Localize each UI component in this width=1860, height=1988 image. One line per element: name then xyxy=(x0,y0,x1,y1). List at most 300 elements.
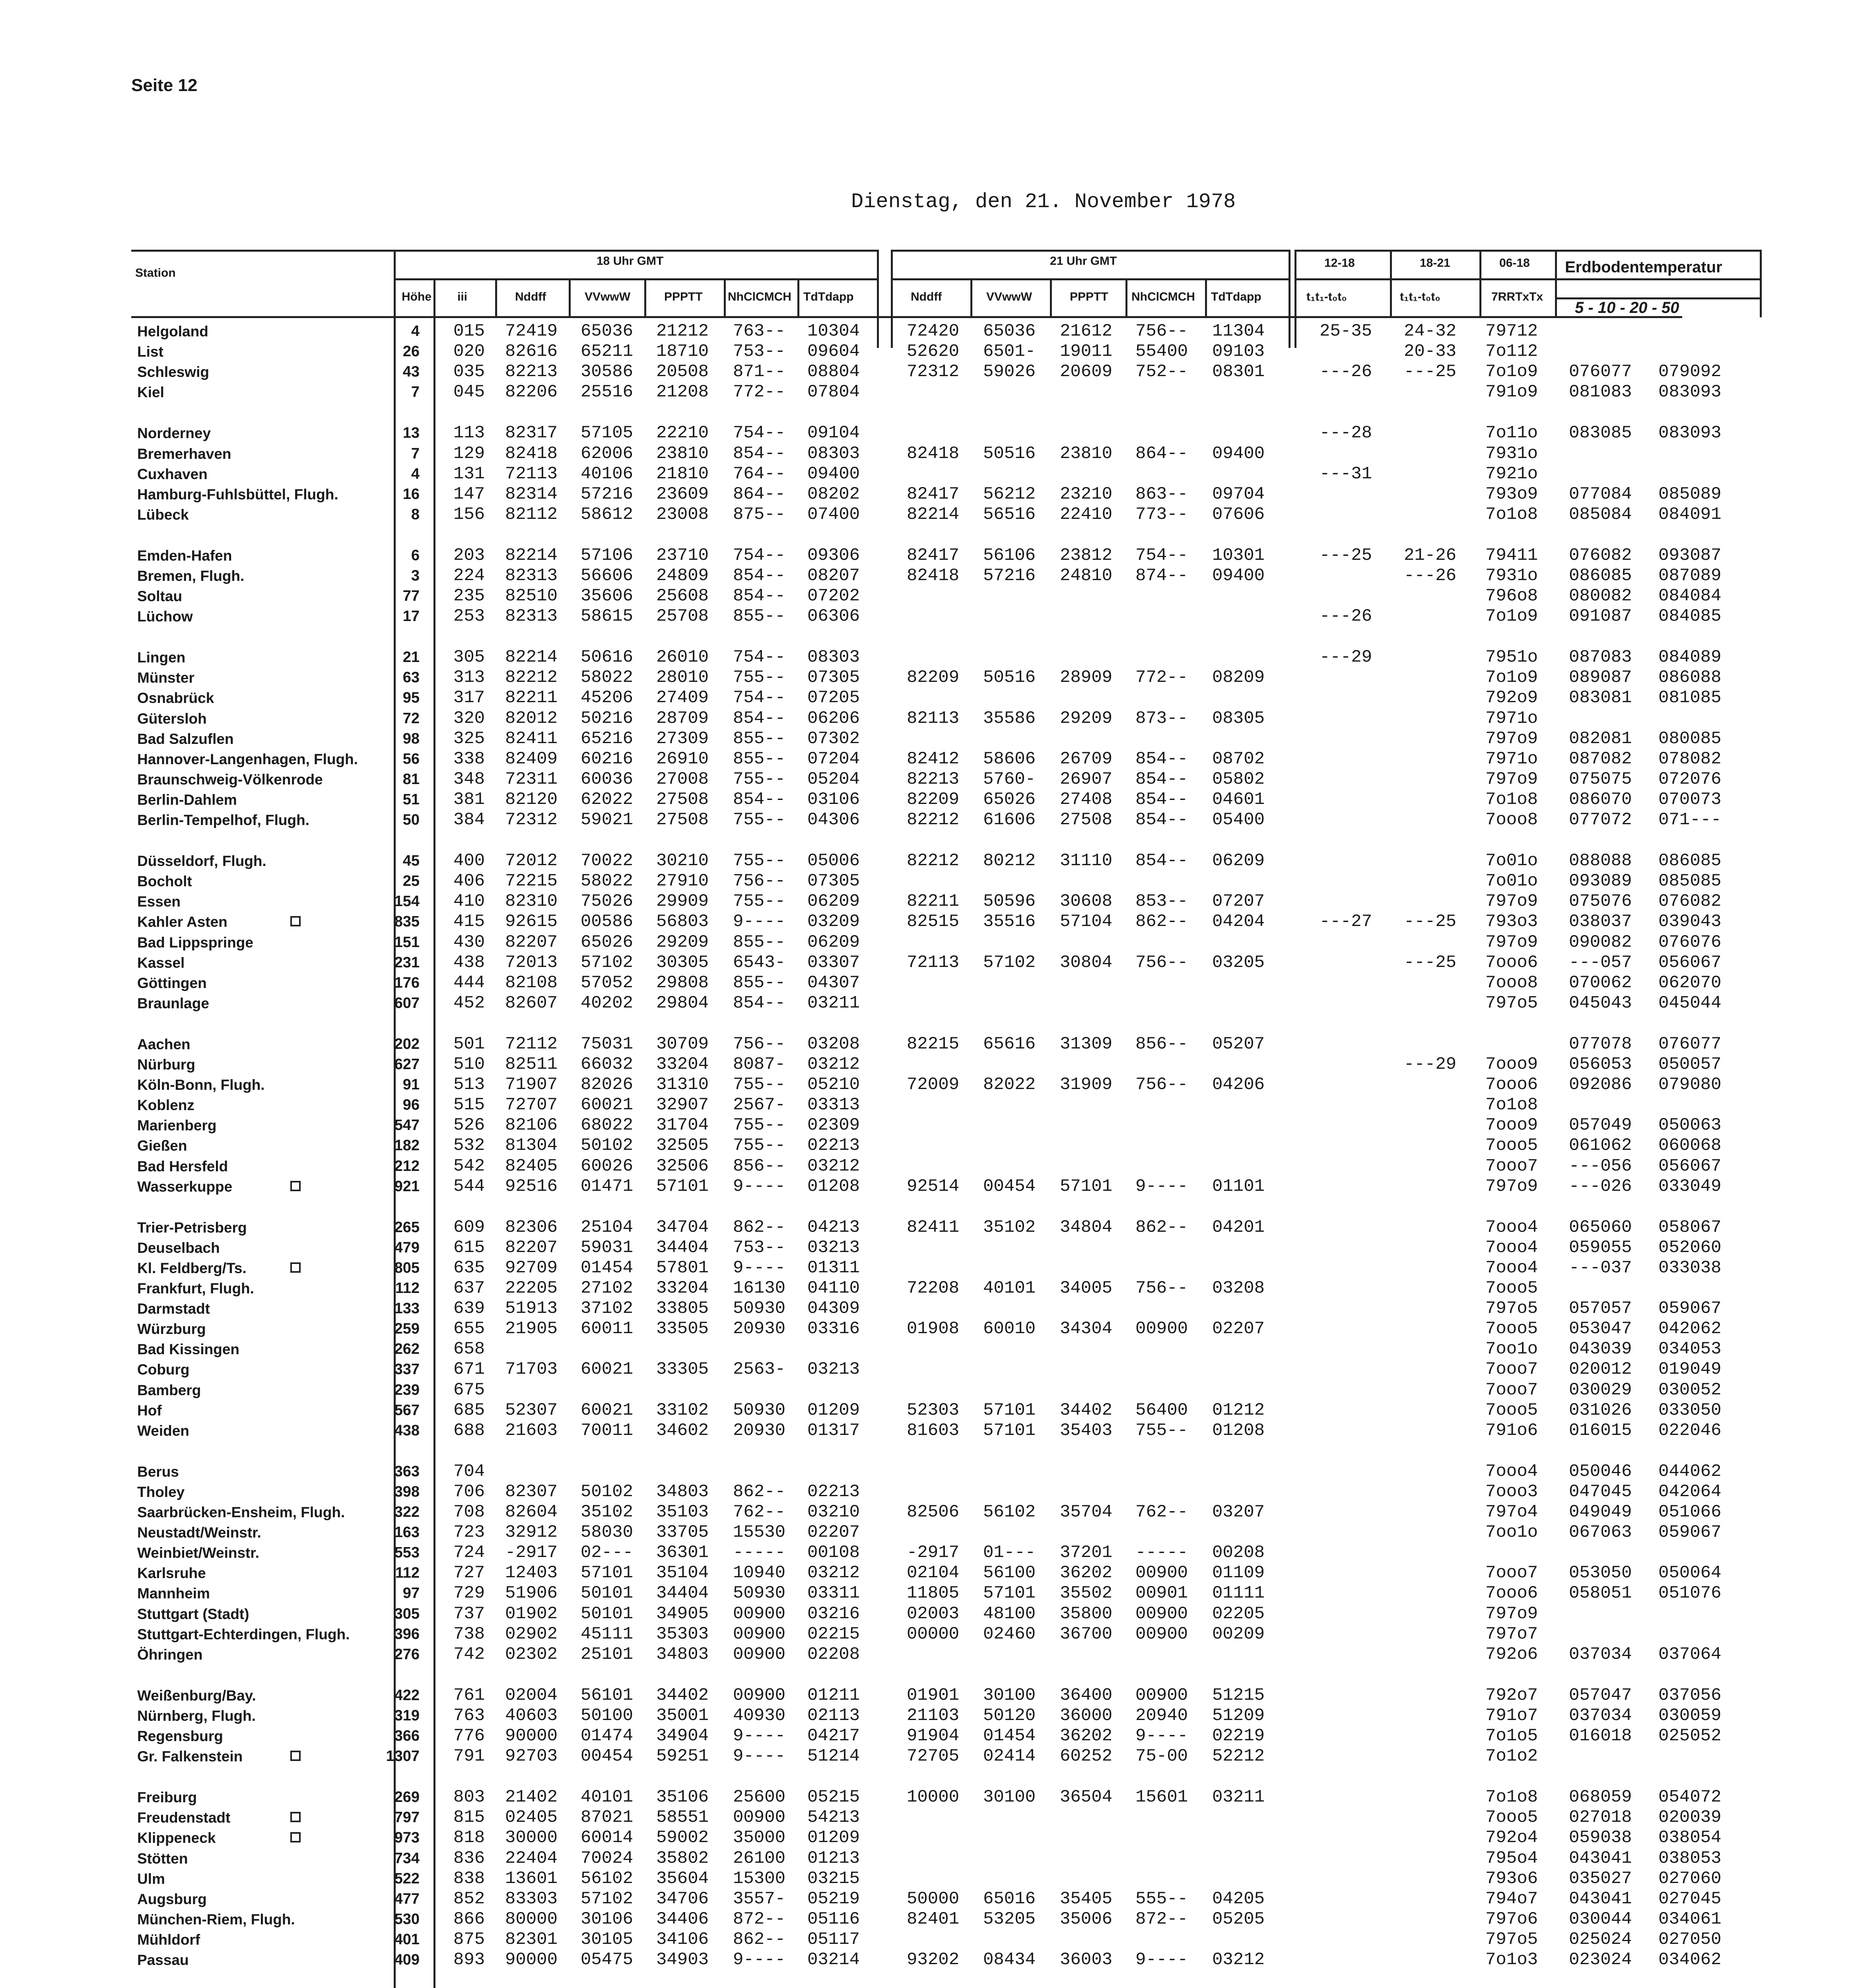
header-rule-v12 xyxy=(1125,278,1127,317)
obs-18-2: 50101 xyxy=(581,1583,634,1603)
table-row xyxy=(0,1115,1860,1136)
table-row xyxy=(0,912,1860,932)
obs-21-5: 07207 xyxy=(1212,891,1265,911)
obs-18-2: 60216 xyxy=(581,749,634,769)
group-06-18: 7971o xyxy=(1485,709,1538,728)
obs-18-2: 50616 xyxy=(581,647,634,667)
open-square-icon xyxy=(290,1181,301,1191)
header-rule-v9 xyxy=(891,250,893,317)
station-number: 320 xyxy=(453,709,485,728)
obs-21-2: 35516 xyxy=(983,912,1036,932)
obs-18-4: 854-- xyxy=(733,790,786,810)
obs-21-4: 752-- xyxy=(1135,362,1188,382)
group-06-18: 797o9 xyxy=(1485,729,1538,749)
obs-21-2: 48100 xyxy=(983,1604,1036,1624)
obs-18-5: 02113 xyxy=(807,1706,860,1726)
soil-temp-b: 083093 xyxy=(1658,423,1722,443)
soil-temp-b: 080085 xyxy=(1658,729,1722,749)
obs-21-1: 82113 xyxy=(907,709,960,728)
obs-18-3: 28709 xyxy=(656,709,709,728)
obs-18-1: 82405 xyxy=(505,1156,558,1176)
obs-18-2: 50100 xyxy=(581,1706,634,1726)
station-number: 609 xyxy=(453,1217,485,1237)
header-nhclcmch-21: NhClCMCH xyxy=(1131,290,1195,303)
obs-18-3: 29808 xyxy=(656,973,709,993)
group-06-18: 7ooo7 xyxy=(1485,1380,1538,1400)
group-06-18: 7ooo6 xyxy=(1485,953,1538,973)
obs-18-2: 82026 xyxy=(581,1075,634,1095)
station-name: Mühldorf xyxy=(137,1932,200,1948)
obs-21-5: 06209 xyxy=(1212,851,1265,871)
obs-18-5: 08804 xyxy=(807,362,860,382)
extreme-18-21: ---25 xyxy=(1404,362,1457,382)
soil-temp-b: 059067 xyxy=(1658,1522,1722,1542)
obs-21-1: 82417 xyxy=(907,484,960,504)
group-06-18: 793o9 xyxy=(1485,484,1538,504)
obs-21-2: 57101 xyxy=(983,1421,1036,1441)
obs-18-1: 82108 xyxy=(505,973,558,993)
obs-18-3: 34803 xyxy=(656,1482,709,1502)
station-name: Koblenz xyxy=(137,1097,194,1113)
obs-18-3: 33805 xyxy=(656,1299,709,1318)
obs-18-5: 09400 xyxy=(807,464,860,484)
table-row xyxy=(0,1726,1860,1746)
obs-21-1: 52620 xyxy=(907,342,960,361)
obs-18-5: 02309 xyxy=(807,1115,860,1135)
obs-18-5: 06209 xyxy=(807,891,860,911)
obs-18-1: 82510 xyxy=(505,586,558,606)
obs-18-5: 05210 xyxy=(807,1075,860,1095)
station-name: Essen xyxy=(137,893,181,910)
obs-18-4: 855-- xyxy=(733,973,786,993)
table-row xyxy=(0,484,1860,505)
obs-18-2: 30105 xyxy=(581,1930,634,1949)
soil-temp-a: 031026 xyxy=(1569,1400,1632,1420)
obs-18-5: 03106 xyxy=(807,790,860,810)
soil-temp-b: 051076 xyxy=(1658,1583,1722,1603)
obs-18-1: 82604 xyxy=(505,1502,558,1522)
header-rule-v7 xyxy=(797,278,799,317)
extreme-12-18: ---27 xyxy=(1320,912,1372,932)
station-name: Stötten xyxy=(137,1850,188,1867)
obs-21-2: 65026 xyxy=(983,790,1036,810)
page-label: Seite 12 xyxy=(131,76,198,95)
station-name: Hof xyxy=(137,1402,162,1419)
obs-21-5: 03211 xyxy=(1212,1787,1265,1807)
obs-21-2: 56106 xyxy=(983,546,1036,565)
table-row xyxy=(0,505,1860,525)
obs-18-5: 06209 xyxy=(807,932,860,952)
obs-18-3: 23710 xyxy=(656,546,709,565)
group-06-18: 797o5 xyxy=(1485,1930,1538,1949)
station-name: Passau xyxy=(137,1952,189,1968)
header-rule-mid-18 xyxy=(394,278,877,280)
obs-21-5: 03205 xyxy=(1212,953,1265,973)
soil-temp-b: 050057 xyxy=(1658,1054,1722,1074)
obs-18-1: 82310 xyxy=(505,891,558,911)
obs-21-2: 56516 xyxy=(983,505,1036,524)
station-height: 72 xyxy=(402,710,420,727)
obs-18-1: 21905 xyxy=(505,1319,558,1339)
obs-21-2: 02414 xyxy=(983,1746,1036,1766)
header-rule-v15 xyxy=(1294,250,1296,317)
station-name: Kahler Asten xyxy=(137,914,227,930)
obs-21-3: 22410 xyxy=(1060,505,1113,524)
obs-18-5: 05219 xyxy=(807,1889,860,1909)
station-number: 776 xyxy=(453,1726,485,1746)
obs-21-2: 30100 xyxy=(983,1685,1036,1705)
obs-18-1: 21603 xyxy=(505,1421,558,1441)
obs-18-2: 56102 xyxy=(581,1869,634,1889)
obs-21-1: 02003 xyxy=(907,1604,960,1624)
group-06-18: 7ooo4 xyxy=(1485,1258,1538,1278)
group-06-18: 7ooo5 xyxy=(1485,1278,1538,1298)
obs-18-3: 26010 xyxy=(656,647,709,667)
obs-18-4: 2567- xyxy=(733,1095,786,1115)
soil-temp-a: 077078 xyxy=(1569,1034,1632,1054)
obs-18-2: 56606 xyxy=(581,566,634,586)
station-number: 706 xyxy=(453,1482,485,1502)
obs-18-1: 82301 xyxy=(505,1930,558,1949)
station-name: Bad Lippspringe xyxy=(137,934,253,951)
obs-18-5: 02207 xyxy=(807,1522,860,1542)
obs-18-4: 10940 xyxy=(733,1563,786,1583)
obs-21-4: 854-- xyxy=(1135,810,1188,830)
station-number: 542 xyxy=(453,1156,485,1176)
table-row xyxy=(0,851,1860,871)
table-row xyxy=(0,993,1860,1013)
header-rule-v1 xyxy=(394,250,396,317)
station-number: 815 xyxy=(453,1807,485,1827)
soil-temp-b: 083093 xyxy=(1658,382,1722,402)
obs-21-1: 72705 xyxy=(907,1746,960,1766)
obs-21-1: 72009 xyxy=(907,1075,960,1095)
obs-18-5: 03213 xyxy=(807,1238,860,1258)
table-row xyxy=(0,1054,1860,1075)
soil-temp-a: 053047 xyxy=(1569,1319,1632,1339)
station-number: 637 xyxy=(453,1278,485,1298)
obs-18-4: 755-- xyxy=(733,851,786,871)
soil-temp-b: 079080 xyxy=(1658,1075,1722,1095)
station-height: 567 xyxy=(394,1402,420,1419)
obs-21-3: 35704 xyxy=(1060,1502,1113,1522)
station-height: 398 xyxy=(394,1483,420,1500)
obs-18-2: 65216 xyxy=(581,729,634,749)
soil-temp-a: 047045 xyxy=(1569,1482,1632,1502)
obs-21-5: 09400 xyxy=(1212,566,1265,586)
obs-18-2: 00586 xyxy=(581,912,634,932)
soil-temp-b: 030059 xyxy=(1658,1706,1722,1726)
header-rule-v16 xyxy=(1390,250,1392,317)
soil-temp-b: 037056 xyxy=(1658,1685,1722,1705)
obs-18-4: 16130 xyxy=(733,1278,786,1298)
soil-temp-a: 043039 xyxy=(1569,1339,1632,1359)
station-name: Bad Kissingen xyxy=(137,1341,239,1357)
station-number: 203 xyxy=(453,546,485,565)
obs-21-5: 03212 xyxy=(1212,1950,1265,1970)
station-height: 607 xyxy=(394,995,420,1011)
soil-temp-b: 058067 xyxy=(1658,1217,1722,1237)
obs-18-5: 03215 xyxy=(807,1869,860,1889)
obs-21-4: 00901 xyxy=(1135,1583,1188,1603)
obs-18-4: 764-- xyxy=(733,464,786,484)
header-rule-v6 xyxy=(724,278,726,317)
station-name: Göttingen xyxy=(137,975,207,991)
obs-21-2: 56212 xyxy=(983,484,1036,504)
station-number: 544 xyxy=(453,1176,485,1196)
extreme-12-18: ---31 xyxy=(1320,464,1372,484)
soil-temp-a: 027018 xyxy=(1569,1807,1632,1827)
obs-18-3: 34903 xyxy=(656,1950,709,1970)
obs-18-4: 9---- xyxy=(733,1726,786,1746)
table-row xyxy=(0,1869,1860,1889)
obs-18-1: 30000 xyxy=(505,1828,558,1848)
obs-21-4: 75-00 xyxy=(1135,1746,1188,1766)
station-number: 224 xyxy=(453,566,485,586)
obs-18-4: 9---- xyxy=(733,1746,786,1766)
obs-18-4: 754-- xyxy=(733,423,786,443)
station-number: 742 xyxy=(453,1644,485,1664)
obs-21-3: 36202 xyxy=(1060,1563,1113,1583)
obs-18-4: 855-- xyxy=(733,749,786,769)
station-height: 231 xyxy=(394,954,420,971)
obs-18-1: 92615 xyxy=(505,912,558,932)
station-number: 313 xyxy=(453,668,485,687)
soil-temp-b: 084091 xyxy=(1658,505,1722,524)
obs-21-5: 00208 xyxy=(1212,1543,1265,1563)
table-row xyxy=(0,423,1860,443)
obs-18-5: 08303 xyxy=(807,647,860,667)
obs-21-1: 82212 xyxy=(907,810,960,830)
soil-temp-b: 060068 xyxy=(1658,1136,1722,1155)
table-row xyxy=(0,1136,1860,1156)
obs-18-3: 31310 xyxy=(656,1075,709,1095)
obs-18-3: 23008 xyxy=(656,505,709,524)
station-height: 276 xyxy=(394,1646,420,1663)
obs-18-1: 52307 xyxy=(505,1400,558,1420)
obs-18-5: 07804 xyxy=(807,382,860,402)
header-rule-v13 xyxy=(1205,278,1207,317)
station-number: 325 xyxy=(453,729,485,749)
obs-18-5: 05117 xyxy=(807,1930,860,1949)
station-height: 239 xyxy=(394,1382,420,1398)
soil-temp-b: 062070 xyxy=(1658,973,1722,993)
obs-18-2: 50102 xyxy=(581,1136,634,1155)
soil-temp-b: 056067 xyxy=(1658,953,1722,973)
obs-18-4: 755-- xyxy=(733,1115,786,1135)
station-height: 522 xyxy=(394,1870,420,1887)
obs-21-3: 35502 xyxy=(1060,1583,1113,1603)
header-rule-v4 xyxy=(569,278,571,317)
table-row xyxy=(0,1828,1860,1848)
obs-18-2: 60021 xyxy=(581,1400,634,1420)
obs-18-4: 25600 xyxy=(733,1787,786,1807)
obs-18-5: 04307 xyxy=(807,973,860,993)
obs-21-3: 35006 xyxy=(1060,1909,1113,1929)
soil-temp-a: 057057 xyxy=(1569,1299,1632,1318)
station-height: 154 xyxy=(394,893,420,910)
station-name: Mannheim xyxy=(137,1585,210,1602)
extreme-12-18: ---26 xyxy=(1320,362,1372,382)
soil-temp-a: 087082 xyxy=(1569,749,1632,769)
obs-18-1: 72312 xyxy=(505,810,558,830)
group-06-18: 7o01o xyxy=(1485,871,1538,891)
obs-21-3: 36400 xyxy=(1060,1685,1113,1705)
group-06-18: 7ooo6 xyxy=(1485,1583,1538,1603)
station-name: Kassel xyxy=(137,955,185,971)
obs-21-3: 23210 xyxy=(1060,484,1113,504)
obs-21-5: 01109 xyxy=(1212,1563,1265,1583)
obs-21-3: 57104 xyxy=(1060,912,1113,932)
obs-21-3: 26709 xyxy=(1060,749,1113,769)
header-rule-v10 xyxy=(970,278,972,317)
station-name: Nürnberg, Flugh. xyxy=(137,1708,256,1724)
obs-21-5: 01212 xyxy=(1212,1400,1265,1420)
obs-21-3: 30608 xyxy=(1060,891,1113,911)
obs-18-5: 10304 xyxy=(807,321,860,341)
obs-18-4: 753-- xyxy=(733,342,786,361)
soil-temp-b: 076076 xyxy=(1658,932,1722,952)
group-06-18: 797o5 xyxy=(1485,993,1538,1013)
obs-21-2: 02460 xyxy=(983,1624,1036,1644)
obs-18-1: 22404 xyxy=(505,1848,558,1868)
group-06-18: 797o9 xyxy=(1485,1604,1538,1624)
obs-18-1: 82212 xyxy=(505,668,558,687)
obs-18-2: 70022 xyxy=(581,851,634,871)
station-name: Cuxhaven xyxy=(137,466,208,482)
obs-18-2: 57101 xyxy=(581,1563,634,1583)
table-row xyxy=(0,1624,1860,1644)
station-height: 182 xyxy=(394,1137,420,1154)
obs-18-2: 30106 xyxy=(581,1909,634,1929)
obs-18-4: 762-- xyxy=(733,1502,786,1522)
group-06-18: 797o5 xyxy=(1485,1299,1538,1318)
group-06-18: 7o1o9 xyxy=(1485,668,1538,687)
obs-21-3: 37201 xyxy=(1060,1543,1113,1563)
obs-21-2: 57101 xyxy=(983,1583,1036,1603)
station-number: 438 xyxy=(453,953,485,973)
obs-18-2: 57052 xyxy=(581,973,634,993)
obs-18-5: 05006 xyxy=(807,851,860,871)
group-06-18: 7931o xyxy=(1485,444,1538,464)
group-06-18: 7o11o xyxy=(1485,423,1538,443)
open-square-icon xyxy=(290,1812,301,1822)
table-row xyxy=(0,1238,1860,1258)
obs-18-3: 56803 xyxy=(656,912,709,932)
obs-18-5: 06206 xyxy=(807,709,860,728)
obs-18-5: 04110 xyxy=(807,1278,860,1298)
group-06-18: 797o7 xyxy=(1485,1624,1538,1644)
obs-18-2: 57102 xyxy=(581,1889,634,1909)
table-row xyxy=(0,1034,1860,1054)
obs-21-3: 23810 xyxy=(1060,444,1113,464)
table-row xyxy=(0,871,1860,891)
obs-21-5: 03208 xyxy=(1212,1278,1265,1298)
obs-18-3: 34602 xyxy=(656,1421,709,1441)
obs-18-3: 25708 xyxy=(656,606,709,626)
station-name: Öhringen xyxy=(137,1646,203,1663)
soil-temp-a: 065060 xyxy=(1569,1217,1632,1237)
obs-18-2: 60026 xyxy=(581,1156,634,1176)
group-06-18: 7o01o xyxy=(1485,851,1538,871)
station-name: Lüchow xyxy=(137,608,193,625)
obs-18-4: 862-- xyxy=(733,1930,786,1949)
soil-temp-a: 076077 xyxy=(1569,362,1632,382)
obs-21-2: 01454 xyxy=(983,1726,1036,1746)
obs-18-4: 871-- xyxy=(733,362,786,382)
group-06-18: 7ooo5 xyxy=(1485,1319,1538,1339)
obs-21-2: 35102 xyxy=(983,1217,1036,1237)
obs-18-1: 90000 xyxy=(505,1726,558,1746)
obs-18-5: 01209 xyxy=(807,1828,860,1848)
table-row xyxy=(0,1462,1860,1482)
open-square-icon xyxy=(290,916,301,926)
obs-21-5: 03207 xyxy=(1212,1502,1265,1522)
group-06-18: 7o1o9 xyxy=(1485,606,1538,626)
station-number: 532 xyxy=(453,1136,485,1155)
obs-18-3: 26910 xyxy=(656,749,709,769)
obs-18-3: 32505 xyxy=(656,1136,709,1155)
soil-temp-b: 059067 xyxy=(1658,1299,1722,1318)
obs-18-2: 59031 xyxy=(581,1238,634,1258)
obs-21-4: 854-- xyxy=(1135,851,1188,871)
group-06-18: 791o9 xyxy=(1485,382,1538,402)
obs-21-5: 02219 xyxy=(1212,1726,1265,1746)
obs-21-4: 756-- xyxy=(1135,1075,1188,1095)
group-06-18: 797o4 xyxy=(1485,1502,1538,1522)
obs-21-4: 9---- xyxy=(1135,1726,1188,1746)
soil-temp-b: 039043 xyxy=(1658,912,1722,932)
soil-temp-b: 022046 xyxy=(1658,1421,1722,1441)
station-number: 015 xyxy=(453,321,485,341)
station-number: 035 xyxy=(453,362,485,382)
station-height: 98 xyxy=(402,730,420,747)
obs-18-2: 58612 xyxy=(581,505,634,524)
obs-21-1: 82411 xyxy=(907,1217,960,1237)
header-21-uhr: 21 Uhr GMT xyxy=(1050,254,1117,268)
group-06-18: 791o7 xyxy=(1485,1706,1538,1726)
obs-18-3: 21208 xyxy=(656,382,709,402)
obs-18-3: 29909 xyxy=(656,891,709,911)
obs-18-5: 07204 xyxy=(807,749,860,769)
obs-18-1: 32912 xyxy=(505,1522,558,1542)
obs-18-2: 01454 xyxy=(581,1258,634,1278)
obs-18-2: 00454 xyxy=(581,1746,634,1766)
obs-18-3: 30709 xyxy=(656,1034,709,1054)
obs-18-3: 23609 xyxy=(656,484,709,504)
obs-21-4: 863-- xyxy=(1135,484,1188,504)
station-name: Freiburg xyxy=(137,1789,197,1806)
soil-temp-a: 077084 xyxy=(1569,484,1632,504)
station-number: 866 xyxy=(453,1909,485,1929)
obs-21-2: 30100 xyxy=(983,1787,1036,1807)
obs-21-4: 9---- xyxy=(1135,1950,1188,1970)
obs-18-5: 01209 xyxy=(807,1400,860,1420)
obs-18-3: 33204 xyxy=(656,1054,709,1074)
obs-21-4: 853-- xyxy=(1135,891,1188,911)
soil-temp-b: 078082 xyxy=(1658,749,1722,769)
soil-temp-a: 089087 xyxy=(1569,668,1632,687)
station-number: 400 xyxy=(453,851,485,871)
station-height: 1307 xyxy=(386,1748,420,1765)
header-rule-bottom xyxy=(131,316,1682,318)
obs-21-4: 762-- xyxy=(1135,1502,1188,1522)
obs-18-4: 2563- xyxy=(733,1359,786,1379)
soil-temp-b: 020039 xyxy=(1658,1807,1722,1827)
header-ppptt-21: PPPTT xyxy=(1070,290,1108,303)
group-06-18: 792o7 xyxy=(1485,1685,1538,1705)
table-row xyxy=(0,1258,1860,1278)
